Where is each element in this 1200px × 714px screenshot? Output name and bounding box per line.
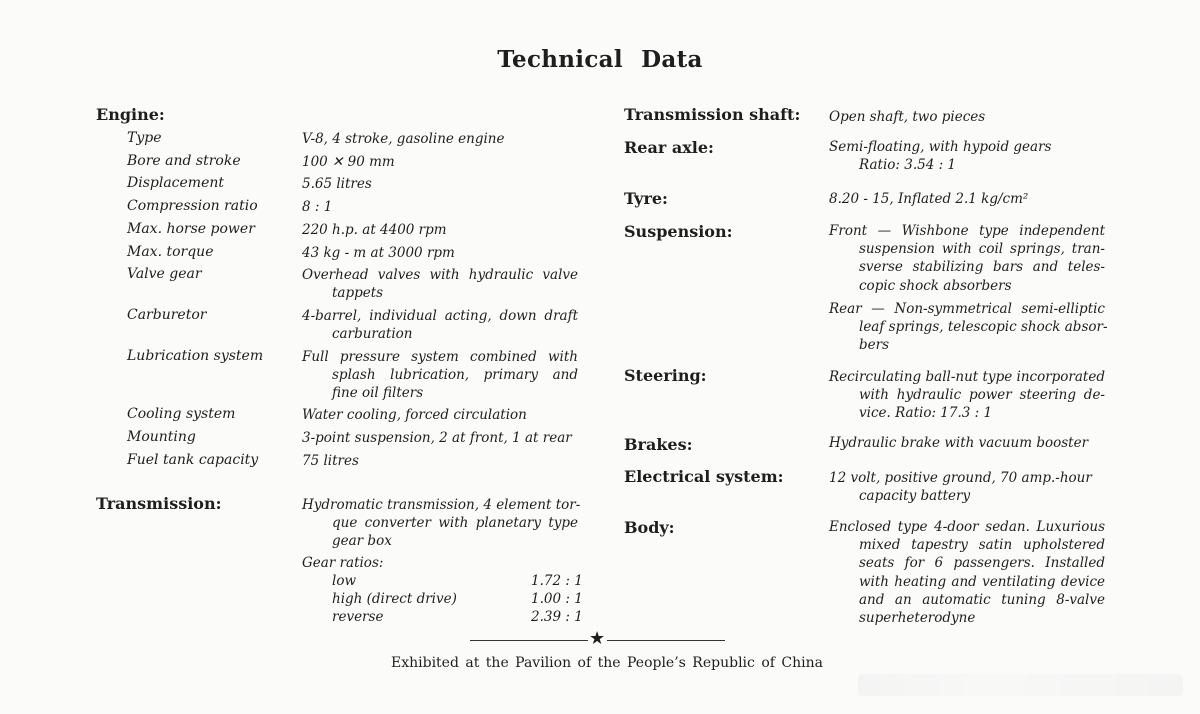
gear-name: low	[332, 573, 357, 589]
value-line: superheterodyne	[859, 610, 976, 627]
value-line: 5.65 litres	[302, 176, 372, 192]
spec-value	[829, 368, 1105, 423]
value-line: 43 kg - m at 3000 rpm	[302, 245, 455, 261]
spec-heading: Electrical system:	[624, 467, 784, 486]
spec-value	[302, 198, 578, 216]
value-line: Full pressure system combined with	[302, 349, 578, 365]
value-line: seats for 6 passengers. Installed	[859, 555, 1105, 572]
value-line: carburation	[332, 326, 413, 343]
value-line: and an automatic tuning 8-valve	[859, 591, 1105, 608]
value-line: Recirculating ball-nut type incorporated	[829, 369, 1105, 385]
value-line: with hydraulic power steering de-	[859, 387, 1105, 404]
spec-label: Carburetor	[127, 307, 207, 323]
value-line: 75 litres	[302, 453, 359, 469]
spec-label: Lubrication system	[127, 348, 264, 364]
spec-value	[829, 434, 1105, 452]
value-line: Hydraulic brake with vacuum booster	[829, 435, 1089, 451]
value-line: 8 : 1	[302, 199, 333, 215]
value-line: Rear — Non-symmetrical semi-elliptic	[829, 300, 1105, 317]
value-line: Hydromatic transmission, 4 element tor-	[302, 497, 581, 513]
value-line: Semi-floating, with hypoid gears	[829, 139, 1052, 155]
value-line: 12 volt, positive ground, 70 amp.-hour	[829, 470, 1092, 486]
spec-heading: Rear axle:	[624, 138, 714, 157]
spec-heading: Brakes:	[624, 435, 693, 454]
spec-label: Valve gear	[127, 266, 202, 282]
gear-ratio: 1.72 : 1	[531, 573, 583, 589]
spec-heading: Suspension:	[624, 222, 733, 241]
value-line: Ratio: 3.54 : 1	[859, 157, 957, 174]
value-line: 220 h.p. at 4400 rpm	[302, 222, 447, 238]
value-line: copic shock absorbers	[859, 277, 1012, 294]
value-line: leaf springs, telescopic shock absor-	[859, 319, 1108, 336]
value-line: 100 ✕ 90 mm	[302, 154, 395, 170]
value-line: vice. Ratio: 17.3 : 1	[859, 405, 993, 422]
spec-label: Max. torque	[127, 244, 214, 260]
value-line: splash lubrication, primary and	[332, 367, 578, 384]
value-line: tappets	[332, 285, 384, 302]
value-line: Open shaft, two pieces	[829, 109, 986, 125]
value-line: 8.20 - 15, Inflated 2.1 kg/cm²	[829, 191, 1029, 207]
spec-value	[302, 244, 578, 262]
spec-value	[302, 452, 578, 470]
value-line: sverse stabilizing bars and teles-	[859, 259, 1105, 276]
spec-value	[302, 153, 578, 171]
spec-value	[302, 406, 578, 424]
spec-heading: Transmission shaft:	[624, 105, 801, 124]
spec-value	[829, 138, 1105, 174]
value-line: Overhead valves with hydraulic valve	[302, 267, 578, 283]
spec-label: Max. horse power	[127, 221, 255, 237]
spec-label: Displacement	[127, 175, 225, 191]
spec-value	[829, 518, 1105, 627]
spec-label: Mounting	[127, 429, 196, 445]
gear-ratio: 1.00 : 1	[531, 591, 583, 607]
footer-caption: Exhibited at the Pavilion of the People’s Republic of China	[391, 655, 823, 671]
spec-value	[829, 108, 1105, 126]
value-line: Enclosed type 4-door sedan. Luxurious	[829, 519, 1105, 535]
spec-value	[302, 266, 578, 302]
gear-ratios-label: Gear ratios:	[302, 555, 384, 571]
star-icon: ★	[589, 628, 606, 649]
spec-heading: Body:	[624, 518, 675, 537]
page-title: Technical Data	[497, 46, 703, 73]
spec-value	[302, 175, 578, 193]
spec-label: Compression ratio	[127, 198, 258, 214]
gear-name: reverse	[332, 609, 384, 625]
spec-value	[829, 222, 1108, 354]
value-line: 3-point suspension, 2 at front, 1 at rear	[302, 430, 572, 446]
transmission-heading: Transmission:	[96, 494, 222, 513]
spec-value	[829, 469, 1105, 505]
spec-value	[829, 190, 1105, 208]
value-line: gear box	[332, 533, 392, 550]
value-line: Water cooling, forced circulation	[302, 407, 527, 423]
spec-value	[302, 130, 578, 148]
spec-value	[302, 348, 578, 403]
spec-value	[302, 429, 578, 447]
value-line: 4-barrel, individual acting, down draft	[302, 308, 578, 324]
value-line: bers	[859, 337, 890, 354]
value-line: Front — Wishbone type independent	[829, 223, 1105, 239]
spec-heading: Steering:	[624, 366, 707, 385]
gear-name: high (direct drive)	[332, 591, 457, 607]
value-line: que converter with planetary type	[332, 515, 578, 532]
transmission-value	[302, 496, 581, 551]
spec-value	[302, 307, 578, 343]
spec-heading: Tyre:	[624, 189, 668, 208]
value-line: fine oil filters	[332, 385, 424, 402]
watermark	[858, 674, 1183, 696]
value-line: suspension with coil springs, tran-	[859, 241, 1105, 258]
footer-rule-right	[607, 640, 725, 641]
spec-value	[302, 221, 578, 239]
engine-heading: Engine:	[96, 105, 165, 124]
value-line: capacity battery	[859, 488, 971, 505]
spec-label: Bore and stroke	[127, 153, 241, 169]
value-line: with heating and ventilating device	[859, 573, 1105, 590]
spec-label: Cooling system	[127, 406, 236, 422]
footer-rule-left	[470, 640, 588, 641]
gear-ratio: 2.39 : 1	[531, 609, 583, 625]
value-line: V-8, 4 stroke, gasoline engine	[302, 131, 505, 147]
spec-label: Fuel tank capacity	[127, 452, 259, 468]
spec-label: Type	[127, 130, 162, 146]
value-line: mixed tapestry satin upholstered	[859, 537, 1105, 554]
